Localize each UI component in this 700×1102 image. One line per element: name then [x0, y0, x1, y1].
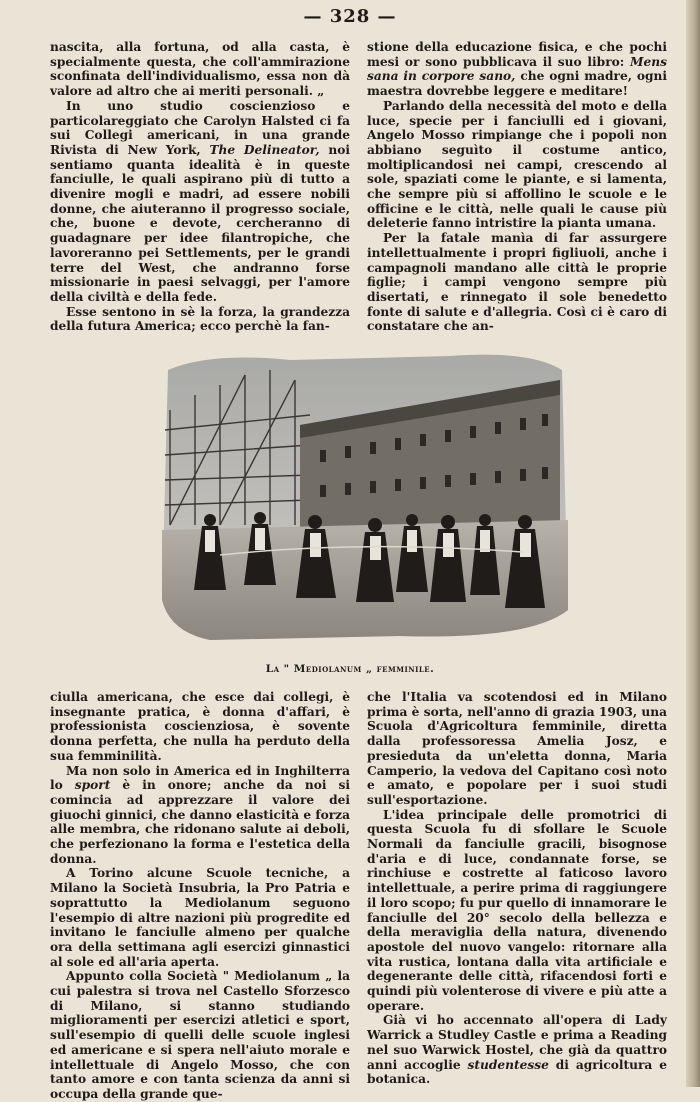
page-edge [686, 0, 700, 1087]
paragraph [367, 690, 667, 808]
column-bottom-right [367, 690, 667, 1087]
paragraph [50, 305, 350, 334]
text-run: L'idea principale delle promotrici di questa Scuola fu di sfollare le Scuole Normali da fanciulle gracili, bisognose d'aria e di luce, condannate forse, se rinchiuse e costrette al faticoso lavoro intellettuale, a perire prima di raggiungere il loro scopo; fu pur quello di innamorare le fanciulle del 20° secolo della bellezza e della meraviglia della natura, divenendo apostole del nuovo vangelo: ritornare alla vita rustica, lontana dalla vita artificiale e degenerante delle città, rifacendosi forti e quindi più volenterose di vivere e più atte a operare. [367, 807, 667, 1013]
text-run: Appunto colla Società " Mediolanum „ la cui palestra si trova nel Castello Sforzesco di Milano, si stanno studiando miglioramenti per esercizi atletici e sport, sull'esempio di quelli delle scuole inglesi ed americane e si spera nell'aiuto morale e intellettuale di Angelo Mosso, che con tanto amore e con tanta scienza da anni si occupa della grande que- [50, 969, 350, 1101]
column-top-left [50, 40, 350, 334]
paragraph [367, 1013, 667, 1087]
text-run: Ma non solo in America ed in Inghilterra lo [50, 763, 350, 793]
page-number: — 328 — [303, 6, 397, 27]
text-run: nascita, alla fortuna, od alla casta, è specialmente questa, che coll'ammirazione sconfinata dell'individualismo, essa non dà valore ad altro che ai meriti personali. „ [50, 40, 350, 99]
column-top-right [367, 40, 667, 334]
paragraph [367, 231, 667, 334]
paragraph [50, 690, 350, 764]
photograph-drawing [150, 340, 580, 645]
photo-caption: La " Mediolanum „ femminile. [265, 663, 435, 675]
text-run: Esse sentono in sè la forza, la grandezza della futura America; ecco perchè la fan- [50, 304, 350, 334]
italic-word: studentesse [467, 1057, 549, 1072]
text-run: è in onore; anche da noi si comincia ad apprezzare il valore dei giuochi ginnici, che danno elasticità e forza alle membra, che ridonano salute ai deboli, che perfezionano la forma e l'estetica della donna. [50, 778, 350, 866]
text-run: Parlando della necessità del moto e della luce, specie per i fanciulli ed i giovani, Angelo Mosso rimpiange che i popoli non abbiano seguìto il costume antico, moltiplicandosi nei campi, crescendo al sole, spaziati come le piante, e si lamenta, che sempre più si affollino le scuole e le officine e le città, nelle quali le cause più deleterie fanno intristire la pianta umana. [367, 98, 667, 231]
paragraph [50, 40, 350, 99]
italic-title: Mens sana in corpore sano, [367, 54, 667, 84]
paragraph [50, 969, 350, 1101]
paragraph [367, 808, 667, 1014]
paragraph [367, 99, 667, 231]
italic-title: The Delineator, [209, 142, 320, 157]
text-run: A Torino alcune Scuole tecniche, a Milano la Società Insubria, la Pro Patria e soprattutto la Mediolanum seguono l'esempio di altre nazioni più progredite ed invitano le fanciulle almeno per qualche ora della settimana agli esercizi ginnastici al sole ed all'aria aperta. [50, 866, 350, 969]
text-run: ciulla americana, che esce dai collegi, è insegnante pratica, è donna d'affari, è professionista coscienziosa, è sovente donna perfetta, che nulla ha perduto della sua femminilità. [50, 690, 350, 763]
photograph [150, 340, 580, 645]
paragraph [367, 40, 667, 99]
text-run: noi sentiamo quanta idealità è in queste fanciulle, le quali aspirano più di tutto a divenire mogli e madri, ad essere nobili donne, che aiuteranno il progresso sociale, che, buone e devote, cercheranno di guadagnare per idee filantropiche, che lavoreranno pei Settlements, per le grandi terre del West, che andranno forse missionarie in paesi selvaggi, per l'amore della civiltà e della fede. [50, 142, 350, 304]
text-run: di agricoltura e botanica. [367, 1057, 667, 1087]
text-run: In uno studio coscienzioso e particolareggiato che Carolyn Halsted ci fa sui Collegi americani, in una grande Rivista di New York, [50, 98, 350, 157]
text-run: stione della educazione fisica, e che pochi mesi or sono pubblicava il suo libro: [367, 40, 667, 69]
text-run: Per la fatale manìa di far assurgere intellettualmente i propri figliuoli, anche i campagnoli mandano alle città le proprie figlie; i campi vengono sempre più disertati, e rinnegato il sole benedetto fonte di salute e d'allegria. Così ci è caro di constatare che an- [367, 231, 667, 334]
paragraph [50, 866, 350, 969]
paragraph [50, 764, 350, 867]
text-run: Già vi ho accennato all'opera di Lady Warrick a Studley Castle e prima a Reading nel suo Warwick Hostel, che già da quattro anni accoglie [367, 1013, 667, 1072]
column-bottom-left [50, 690, 350, 1102]
italic-word: sport [74, 778, 111, 793]
paragraph [50, 99, 350, 305]
text-run: che ogni madre, ogni maestra dovrebbe leggere e meditare! [367, 69, 667, 99]
text-run: che l'Italia va scotendosi ed in Milano prima è sorta, nell'anno di grazia 1903, una Scuola d'Agricoltura femminile, diretta dalla professoressa Amelia Josz, e presieduta da un'eletta donna, Maria Camperio, la vedova del Capitano così noto e amato, e popolare per i suoi studi sull'esportazione. [367, 690, 667, 807]
